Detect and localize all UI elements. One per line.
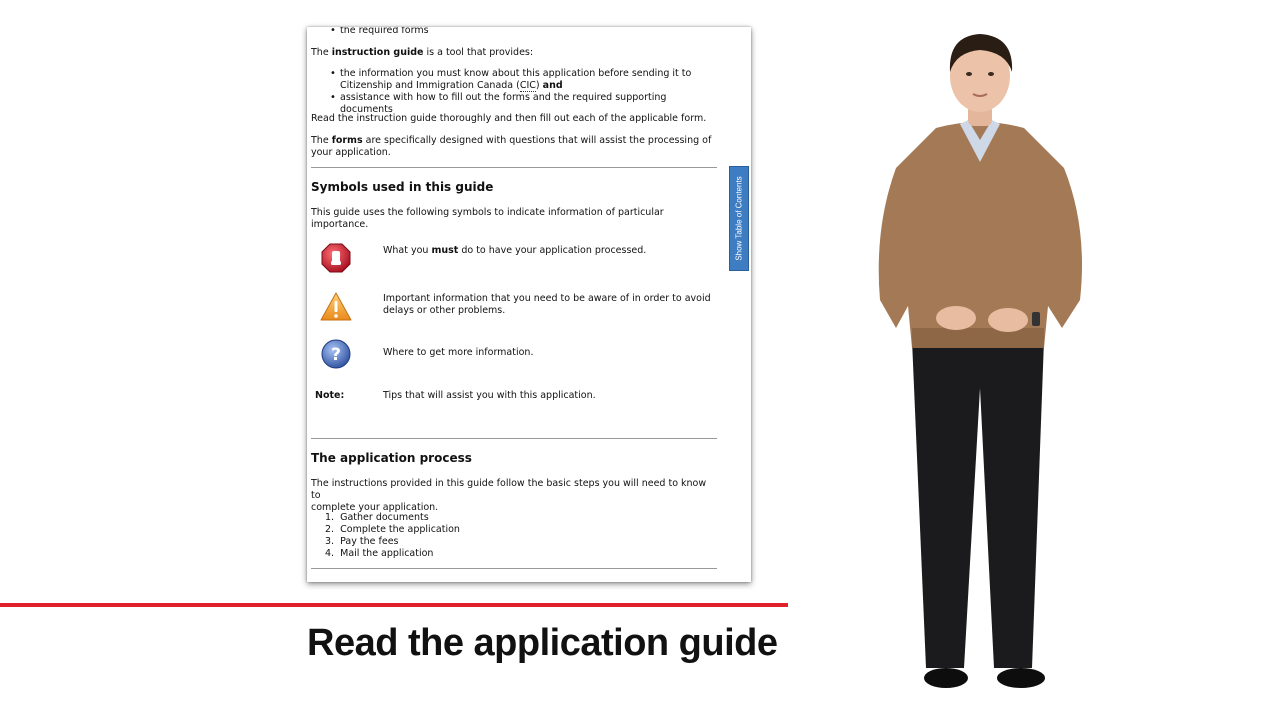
list-item [311, 68, 717, 92]
bullet-text [340, 80, 717, 92]
accent-rule [0, 603, 788, 607]
text-line: Important information that you need to be aware of in order to avoid [383, 293, 711, 304]
list-item [325, 524, 460, 536]
symbol-description: Tips that will assist you with this application. [383, 390, 596, 401]
video-caption: Read the application guide [307, 622, 778, 664]
text-line: The instructions provided in this guide follow the basic steps you will need to know to [311, 478, 707, 501]
step-number: 1. [325, 512, 335, 523]
section-heading: The application process [311, 451, 472, 465]
list-item [325, 512, 429, 524]
bold-text: forms [331, 135, 363, 146]
text: Citizenship and Immigration Canada ( [340, 80, 520, 91]
divider [311, 167, 717, 168]
text-line: delays or other problems. [383, 305, 506, 316]
symbol-description [383, 245, 713, 257]
divider [311, 568, 717, 569]
guide-document [307, 27, 751, 582]
paragraph: Read the instruction guide thoroughly and then fill out each of the applicable form. [311, 113, 707, 124]
question-icon [319, 337, 353, 371]
list-item [325, 548, 433, 560]
text-line: your application. [311, 147, 391, 158]
svg-text:?: ? [331, 345, 341, 365]
abbreviation: CIC [519, 80, 536, 91]
forms-paragraph [311, 135, 717, 159]
text: is a tool that provides: [423, 47, 534, 58]
text-line [311, 135, 717, 147]
bullet-text: assistance with how to fill out the forms and the required supporting documents [340, 92, 667, 115]
step-text: Gather documents [340, 512, 429, 523]
text: The [311, 47, 332, 58]
list-item [311, 27, 717, 37]
symbol-description [383, 293, 713, 317]
tab-label: Show Table of Contents [734, 176, 744, 261]
stop-icon [319, 241, 353, 275]
text: ) [535, 80, 543, 91]
step-number: 3. [325, 536, 335, 547]
bullet-text: the required forms [340, 27, 429, 36]
instruction-intro [311, 47, 533, 59]
list-item [325, 536, 398, 548]
text: do to have your application processed. [458, 245, 647, 256]
step-number: 2. [325, 524, 335, 535]
bold-text: and [542, 80, 563, 91]
symbol-description: Where to get more information. [383, 347, 534, 358]
bold-text: must [431, 245, 459, 256]
process-intro [311, 478, 717, 514]
text-line: complete your application. [311, 502, 439, 513]
step-number: 4. [325, 548, 335, 559]
show-table-of-contents-tab[interactable] [729, 166, 749, 271]
step-text: Complete the application [340, 524, 460, 535]
presenter-figure [876, 28, 1092, 698]
text: are specifically designed with questions that will assist the processing of [362, 135, 712, 146]
section-heading: Symbols used in this guide [311, 180, 494, 194]
step-text: Mail the application [340, 548, 434, 559]
bullet-text: • the information you must know about this application before sending it to [340, 68, 692, 79]
text: What you [383, 245, 432, 256]
paragraph: This guide uses the following symbols to indicate information of particular importance. [311, 207, 664, 230]
step-text: Pay the fees [340, 536, 399, 547]
warning-icon [319, 290, 353, 324]
divider [311, 438, 717, 439]
text: The [311, 135, 332, 146]
note-label: Note: [315, 390, 345, 401]
bold-text: instruction guide [331, 47, 424, 58]
